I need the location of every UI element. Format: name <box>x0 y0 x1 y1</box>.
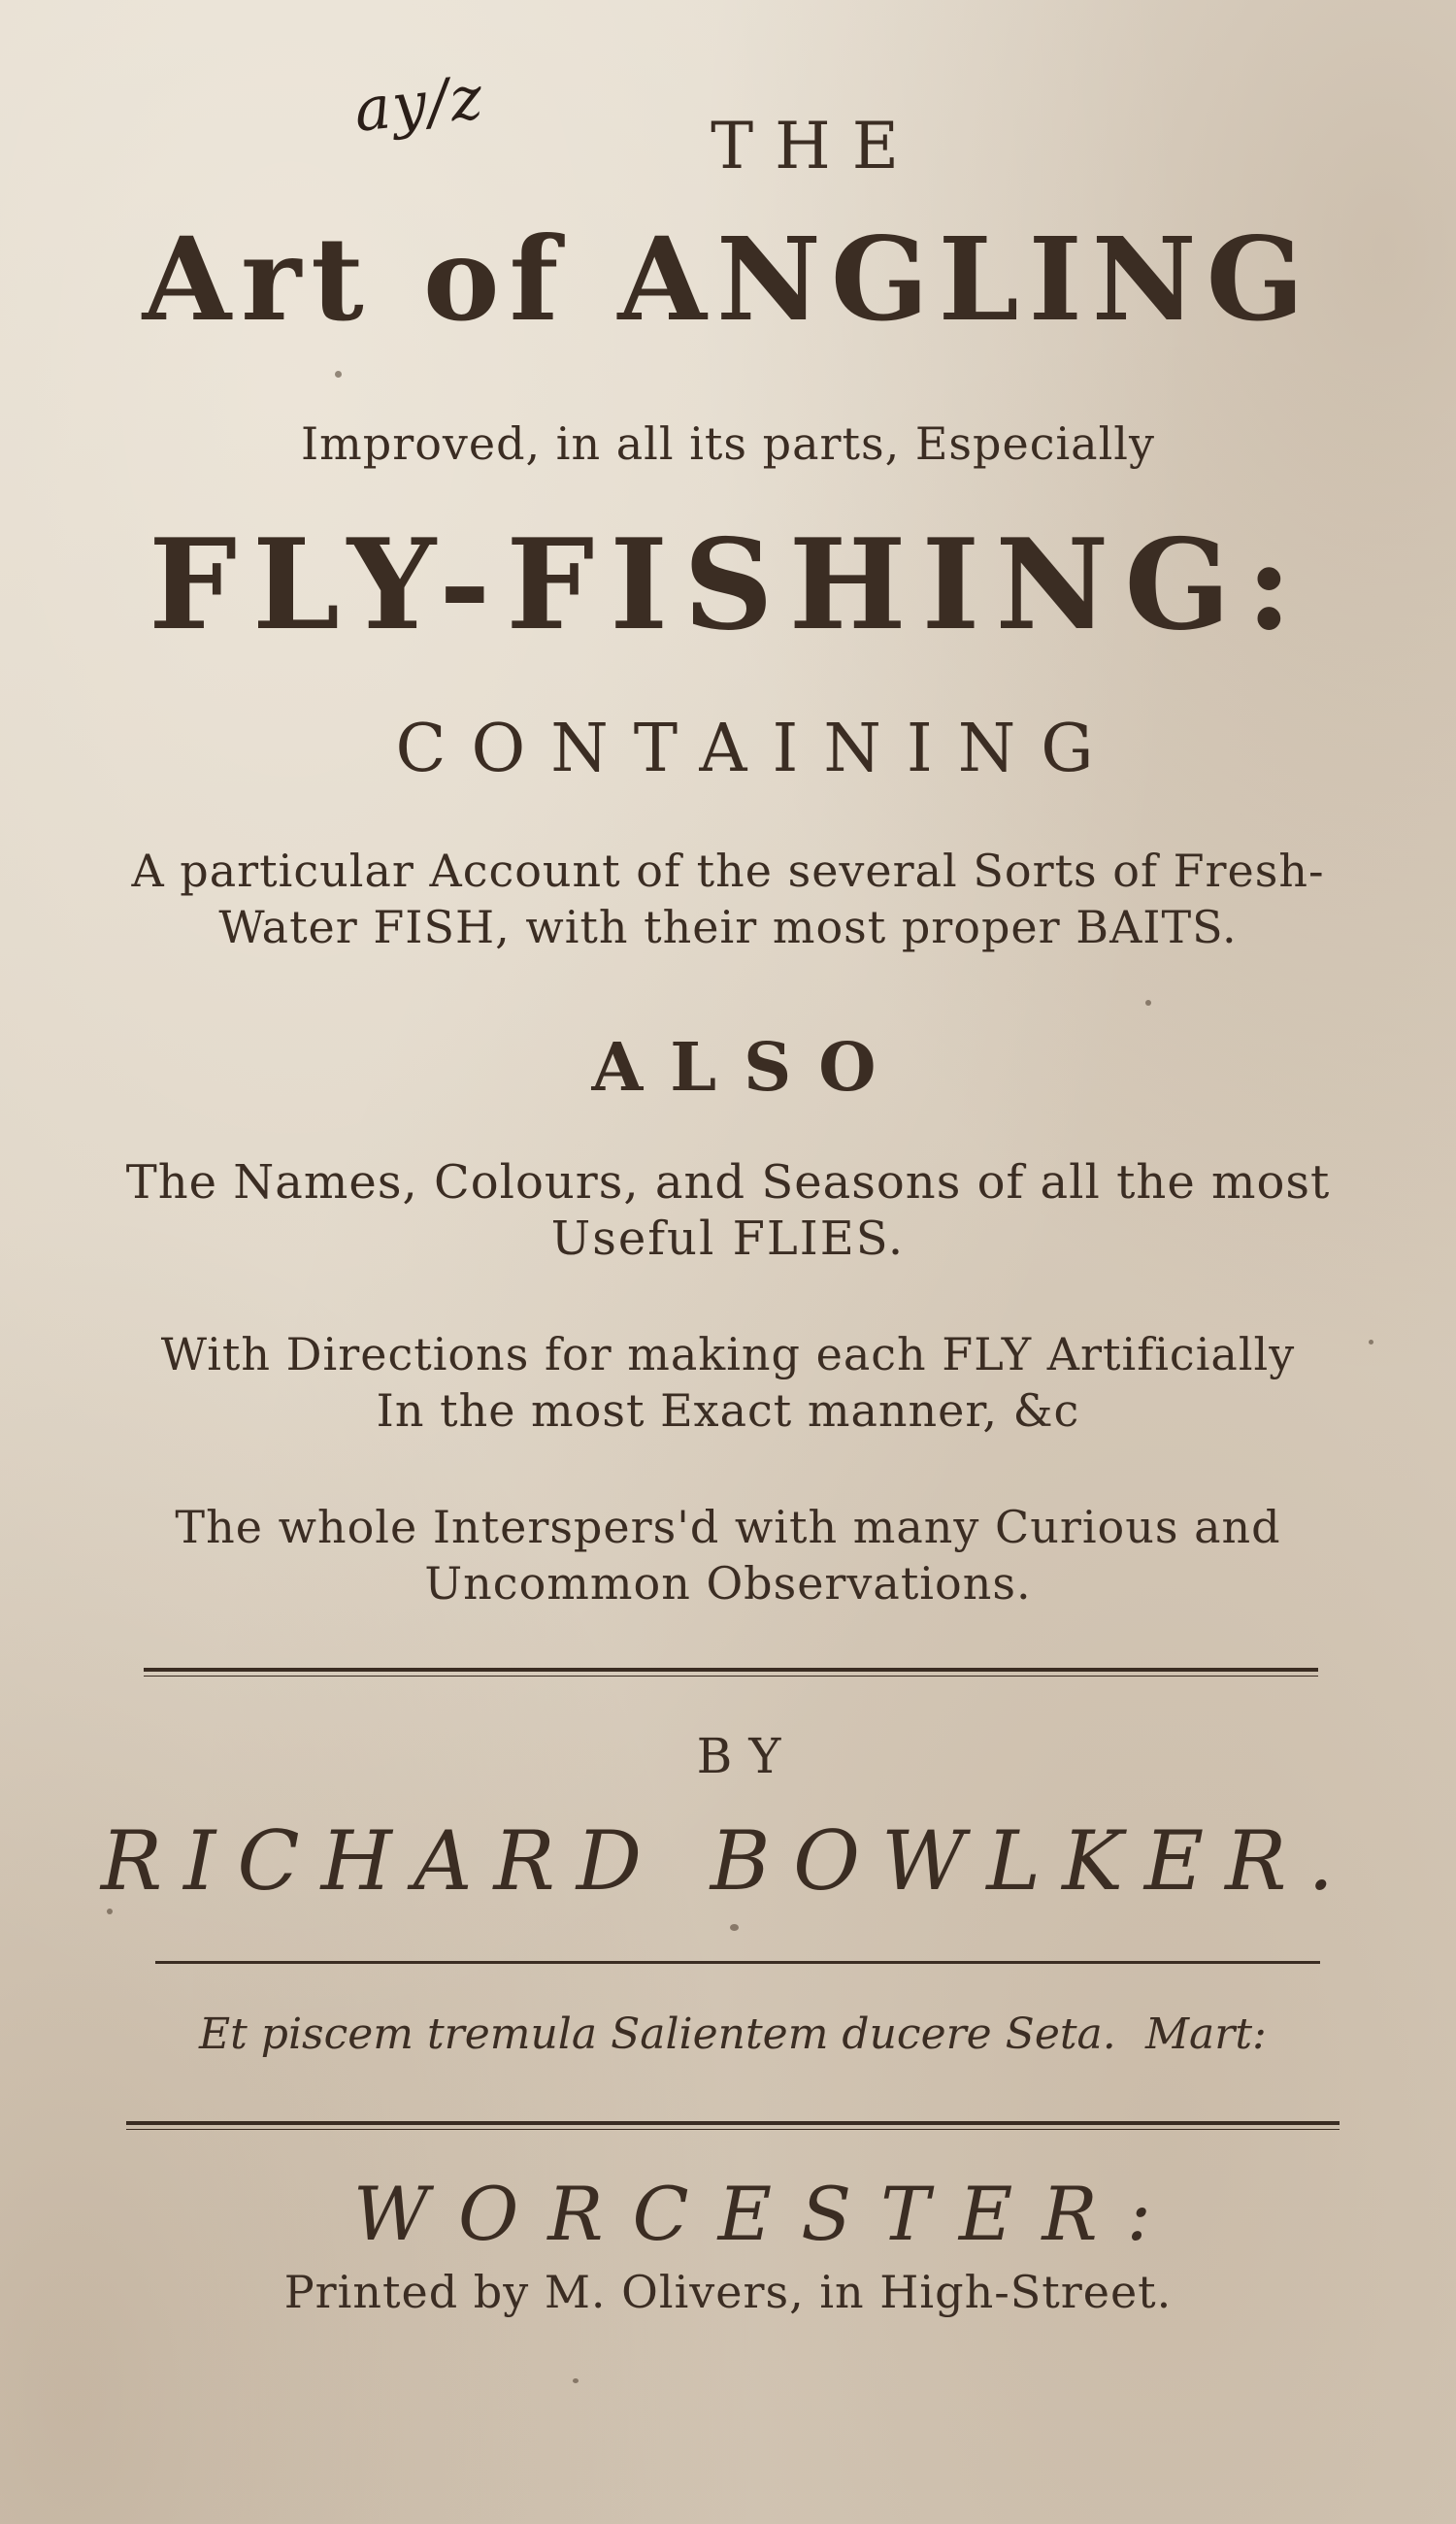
subtitle-improved: Improved, in all its parts, Especially <box>300 417 1156 470</box>
directions-line-1: With Directions for making each FLY Artificially <box>160 1328 1296 1380</box>
paper-speck <box>107 1909 113 1914</box>
paper-speck <box>730 1924 739 1931</box>
by-line: BY <box>696 1728 799 1784</box>
motto-attribution: Mart: <box>1145 2009 1267 2059</box>
imprint-place: WORCESTER: <box>352 2171 1181 2257</box>
directions-line-2: In the most Exact manner, &c <box>376 1384 1080 1437</box>
title-art-of-angling: Art of ANGLING <box>142 212 1314 347</box>
whole-line-2: Uncommon Observations. <box>424 1557 1032 1610</box>
rule-divider-1 <box>144 1668 1318 1677</box>
whole-line-1: The whole Interspers'd with many Curious and <box>175 1501 1281 1553</box>
paper-speck <box>573 2378 579 2383</box>
heading-also: ALSO <box>591 1029 904 1107</box>
paper-speck <box>335 371 342 378</box>
names-line-2: Useful FLIES. <box>550 1212 906 1266</box>
names-line-1: The Names, Colours, and Seasons of all the most <box>125 1155 1331 1210</box>
motto-latin: Et piscem tremula Salientem ducere Seta. <box>199 2009 1116 2059</box>
handwritten-annotation: ay/z <box>350 61 487 146</box>
rule-divider-2 <box>155 1961 1320 1964</box>
title-fly-fishing: FLY-FISHING: <box>149 513 1307 658</box>
title-the: THE <box>711 109 920 183</box>
account-line-2: Water FISH, with their most proper BAITS. <box>218 901 1238 953</box>
rule-divider-3 <box>126 2121 1340 2130</box>
account-line-1: A particular Account of the several Sorts of Fresh- <box>131 845 1325 897</box>
imprint-printer: Printed by M. Olivers, in High-Street. <box>283 2266 1173 2318</box>
paper-speck <box>1369 1340 1373 1345</box>
heading-containing: CONTAINING <box>395 711 1119 787</box>
author-name: RICHARD BOWLKER. <box>100 1813 1356 1909</box>
paper-speck <box>1145 1000 1151 1006</box>
